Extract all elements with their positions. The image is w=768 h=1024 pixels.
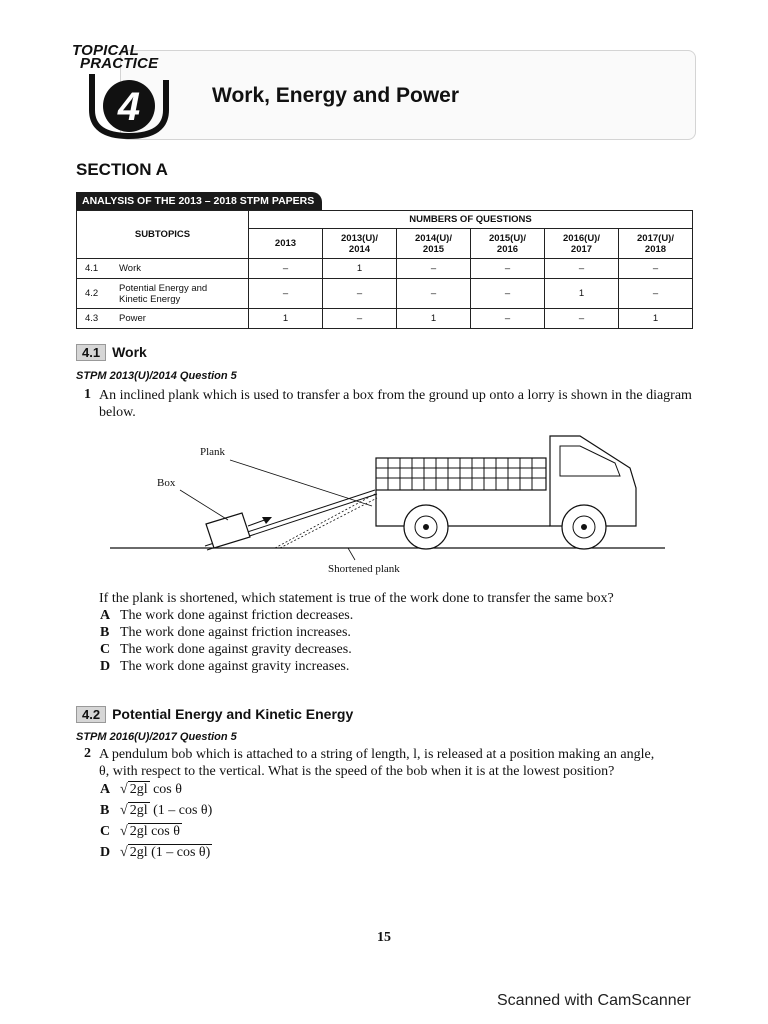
- subtopic-line1: Power: [119, 313, 146, 324]
- question-count-cell: –: [323, 279, 397, 309]
- q2-line1: A pendulum bob which is attached to a string of length, l, is released at a position making an angle,: [99, 747, 655, 762]
- q1-source: STPM 2013(U)/2014 Question 5: [76, 370, 237, 382]
- section-number: 4.2: [76, 706, 106, 723]
- q1-option: [100, 607, 353, 624]
- page-number: 15: [377, 930, 391, 945]
- subtopic-line1: Work: [119, 263, 141, 274]
- section-title-text: Work: [112, 344, 147, 360]
- subtopic-number: 4.1: [77, 259, 114, 279]
- q1-option: [100, 624, 351, 641]
- year-header: [471, 229, 545, 259]
- year-line2: 2017: [570, 243, 593, 255]
- year-line2: 2016: [496, 243, 519, 255]
- question-count-cell: 1: [545, 279, 619, 309]
- sqrt-icon: √: [120, 824, 128, 839]
- question-count-cell: 1: [323, 259, 397, 279]
- section-title: SECTION A: [76, 160, 168, 179]
- chapter-number: 4: [117, 85, 141, 129]
- question-count-cell: –: [619, 279, 693, 309]
- subtopic-number: 4.2: [77, 279, 114, 309]
- q2-option: [100, 802, 212, 819]
- q2-option: [100, 844, 212, 861]
- question-count-cell: 1: [619, 309, 693, 329]
- scanner-watermark: Scanned with CamScanner: [497, 992, 691, 1009]
- year-line1: 2013(U)/: [341, 232, 378, 244]
- year-line1: 2014(U)/: [415, 232, 452, 244]
- q1-option: [100, 641, 352, 658]
- numbers-header: NUMBERS OF QUESTIONS: [249, 211, 693, 229]
- option-root: 2gl (1 – cos θ): [129, 845, 211, 860]
- subtopic-name: [113, 309, 249, 329]
- option-text: The work done against friction decreases.: [120, 608, 354, 623]
- question-count-cell: –: [397, 279, 471, 309]
- chapter-title: Work, Energy and Power: [212, 84, 460, 107]
- question-count-cell: 1: [249, 309, 323, 329]
- subtopic-line1: Potential Energy and: [119, 282, 208, 294]
- option-letter: A: [100, 782, 111, 797]
- subtopic-number: 4.3: [77, 309, 114, 329]
- topical-practice-label: [72, 44, 158, 70]
- year-line1: 2016(U)/: [563, 232, 600, 244]
- q2-number: 2: [84, 746, 91, 761]
- option-letter: C: [100, 642, 111, 657]
- q1-text: An inclined plank which is used to transfer a box from the ground up onto a lorry is shown in the diagram below.: [99, 388, 692, 420]
- year-header: [619, 229, 693, 259]
- question-count-cell: –: [471, 309, 545, 329]
- subtopic-name: [113, 279, 249, 309]
- question-count-cell: –: [249, 279, 323, 309]
- box-label: Box: [157, 477, 176, 489]
- question-count-cell: –: [249, 259, 323, 279]
- section-heading-4-1: [76, 344, 147, 361]
- question-count-cell: –: [619, 259, 693, 279]
- year-header: [323, 229, 397, 259]
- question-count-cell: –: [397, 259, 471, 279]
- analysis-bar: ANALYSIS OF THE 2013 – 2018 STPM PAPERS: [76, 192, 322, 210]
- year-line1: 2013: [274, 238, 297, 249]
- subtopic-name: [113, 259, 249, 279]
- question-count-cell: 1: [397, 309, 471, 329]
- year-line1: 2017(U)/: [637, 232, 674, 244]
- question-count-cell: –: [545, 309, 619, 329]
- sqrt-icon: √: [120, 803, 128, 818]
- q1-question: If the plank is shortened, which statement is true of the work done to transfer the same box?: [99, 591, 614, 606]
- option-root: 2gl cos θ: [129, 824, 180, 839]
- question-count-cell: –: [471, 279, 545, 309]
- q1-number: 1: [84, 387, 91, 402]
- lorry-diagram: [110, 428, 670, 588]
- question-count-cell: –: [323, 309, 397, 329]
- topical-text: TOPICAL: [72, 42, 139, 59]
- option-letter: B: [100, 803, 110, 818]
- table-row: [77, 279, 693, 309]
- subtopics-header: SUBTOPICS: [77, 211, 249, 259]
- table-row: [77, 259, 693, 279]
- option-text: The work done against gravity decreases.: [120, 642, 352, 657]
- option-letter: A: [100, 608, 111, 623]
- table-row: [77, 309, 693, 329]
- year-header: [249, 229, 323, 259]
- option-letter: C: [100, 824, 111, 839]
- q2-option: [100, 781, 182, 798]
- subtopic-line2: Kinetic Energy: [119, 293, 181, 305]
- q1-option: [100, 658, 349, 675]
- year-header: [545, 229, 619, 259]
- option-letter: D: [100, 659, 111, 674]
- q2-line2: θ, with respect to the vertical. What is the speed of the bob when it is at the lowest position?: [99, 764, 615, 779]
- year-header: [397, 229, 471, 259]
- option-letter: B: [100, 625, 110, 640]
- question-count-cell: –: [471, 259, 545, 279]
- section-heading-4-2: [76, 706, 353, 723]
- year-line2: 2018: [644, 243, 667, 255]
- shortened-plank-label: Shortened plank: [328, 563, 400, 575]
- year-line1: 2015(U)/: [489, 232, 526, 244]
- practice-text: PRACTICE: [80, 55, 159, 72]
- option-rest: (1 – cos θ): [149, 803, 213, 818]
- section-number: 4.1: [76, 344, 106, 361]
- plank-label: Plank: [200, 446, 226, 458]
- option-text: The work done against friction increases.: [120, 625, 351, 640]
- option-text: The work done against gravity increases.: [120, 659, 350, 674]
- section-title-text: Potential Energy and Kinetic Energy: [112, 706, 354, 722]
- option-rest: cos θ: [149, 782, 182, 797]
- option-root: 2gl: [129, 782, 148, 797]
- chapter-badge-icon: [84, 70, 174, 140]
- option-letter: D: [100, 845, 111, 860]
- q2-source: STPM 2016(U)/2017 Question 5: [76, 731, 237, 743]
- q2-option: [100, 823, 182, 840]
- year-line2: 2015: [422, 243, 445, 255]
- analysis-table: [76, 210, 693, 329]
- option-root: 2gl: [129, 803, 148, 818]
- sqrt-icon: √: [120, 782, 128, 797]
- year-line2: 2014: [348, 243, 371, 255]
- question-count-cell: –: [545, 259, 619, 279]
- sqrt-icon: √: [120, 845, 128, 860]
